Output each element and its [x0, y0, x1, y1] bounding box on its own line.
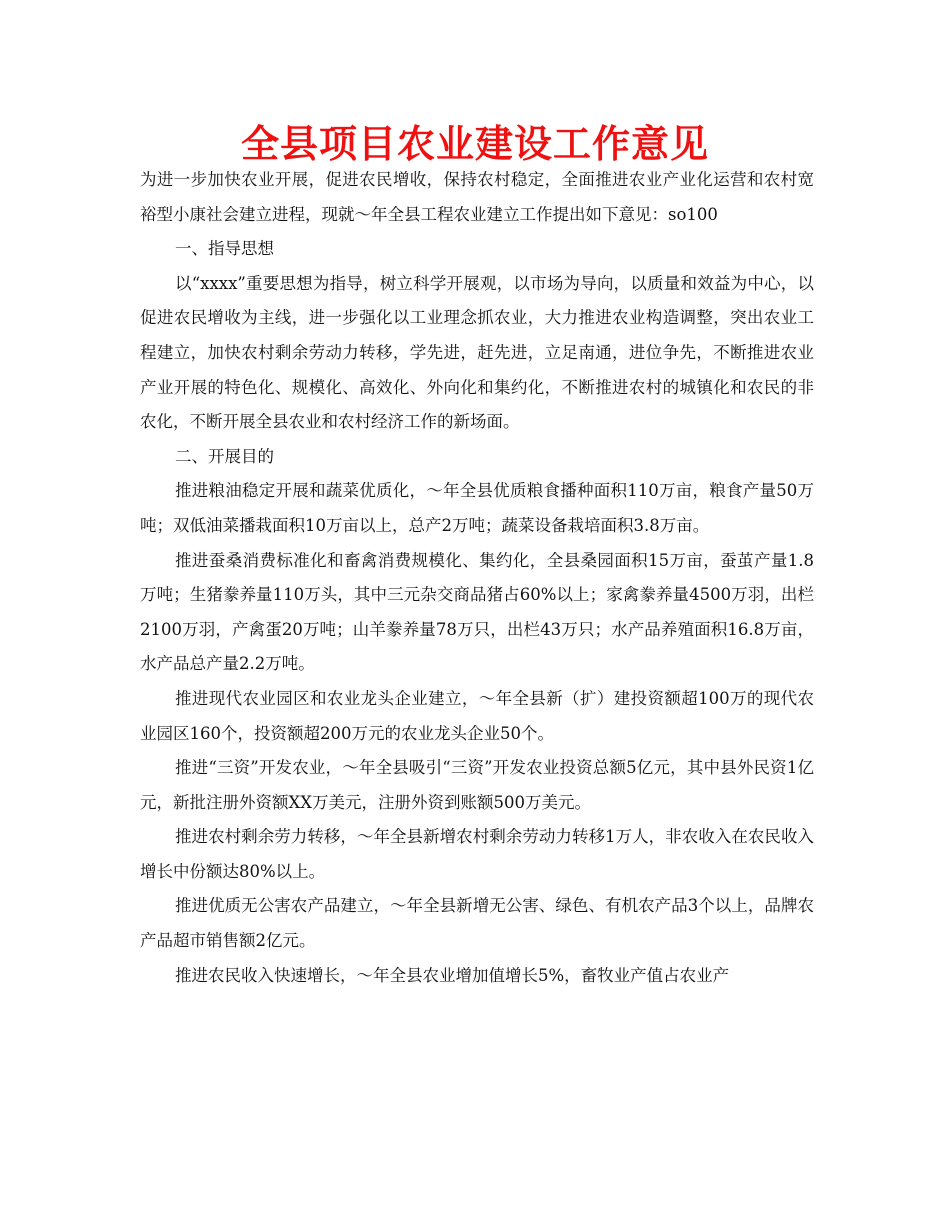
body-paragraph: 推进农民收入快速增长，～年全县农业增加值增长5%，畜牧业产值占农业产 — [175, 965, 730, 985]
body-paragraph: 推进优质无公害农产品建立，～年全县新增无公害、绿色、有机农产品3个以上，品牌农产品超市销售额2亿元。 — [140, 896, 814, 951]
body-paragraph: 推进蚕桑消费标准化和畜禽消费规模化、集约化，全县桑园面积15万亩，蚕茧产量1.8万吨；生猪豢养量110万头，其中三元杂交商品猪占60%以上；家禽豢养量4500万羽，出栏2100万羽，产禽蛋20万吨；山羊豢养量78万只，出栏43万只；水产品养殖面积16.8万亩，水产品总产量2.2万吨。 — [140, 550, 814, 674]
section-heading: 一、指导思想 — [175, 239, 274, 259]
section-heading: 二、开展目的 — [175, 446, 274, 466]
body-paragraph: 推进“三资”开发农业，～年全县吸引“三资”开发农业投资总额5亿元，其中县外民资1亿元，新批注册外资额XX万美元，注册外资到账额500万美元。 — [140, 758, 814, 812]
document-title: 全县项目农业建设工作意见 — [240, 122, 709, 166]
body-paragraph: 为进一步加快农业开展，促进农民增收，保持农村稳定，全面推进农业产业化运营和农村宽裕型小康社会建立进程，现就～年全县工程农业建立工作提出如下意见：so100 — [140, 170, 814, 224]
body-paragraph: 推进农村剩余劳力转移，～年全县新增农村剩余劳动力转移1万人，非农收入在农民收入增长中份额达80%以上。 — [140, 827, 814, 881]
body-paragraph: 推进粮油稳定开展和蔬菜优质化，～年全县优质粮食播种面积110万亩，粮食产量50万吨；双低油菜播栽面积10万亩以上，总产2万吨；蔬菜设备栽培面积3.8万亩。 — [140, 481, 814, 535]
document-body — [140, 163, 814, 993]
body-paragraph: 推进现代农业园区和农业龙头企业建立，～年全县新（扩）建投资额超100万的现代农业园区160个，投资额超200万元的农业龙头企业50个。 — [140, 688, 814, 743]
body-paragraph: 以“xxxx”重要思想为指导，树立科学开展观，以市场为导向，以质量和效益为中心，以促进农民增收为主线，进一步强化以工业理念抓农业，大力推进农业构造调整，突出农业工程建立，加快农村剩余劳动力转移，学先进，赶先进，立足南通，进位争先，不断推进农业产业开展的特色化、规模化、高效化、外向化和集约化，不断推进农村的城镇化和农民的非农化，不断开展全县农业和农村经济工作的新场面。 — [140, 273, 814, 432]
